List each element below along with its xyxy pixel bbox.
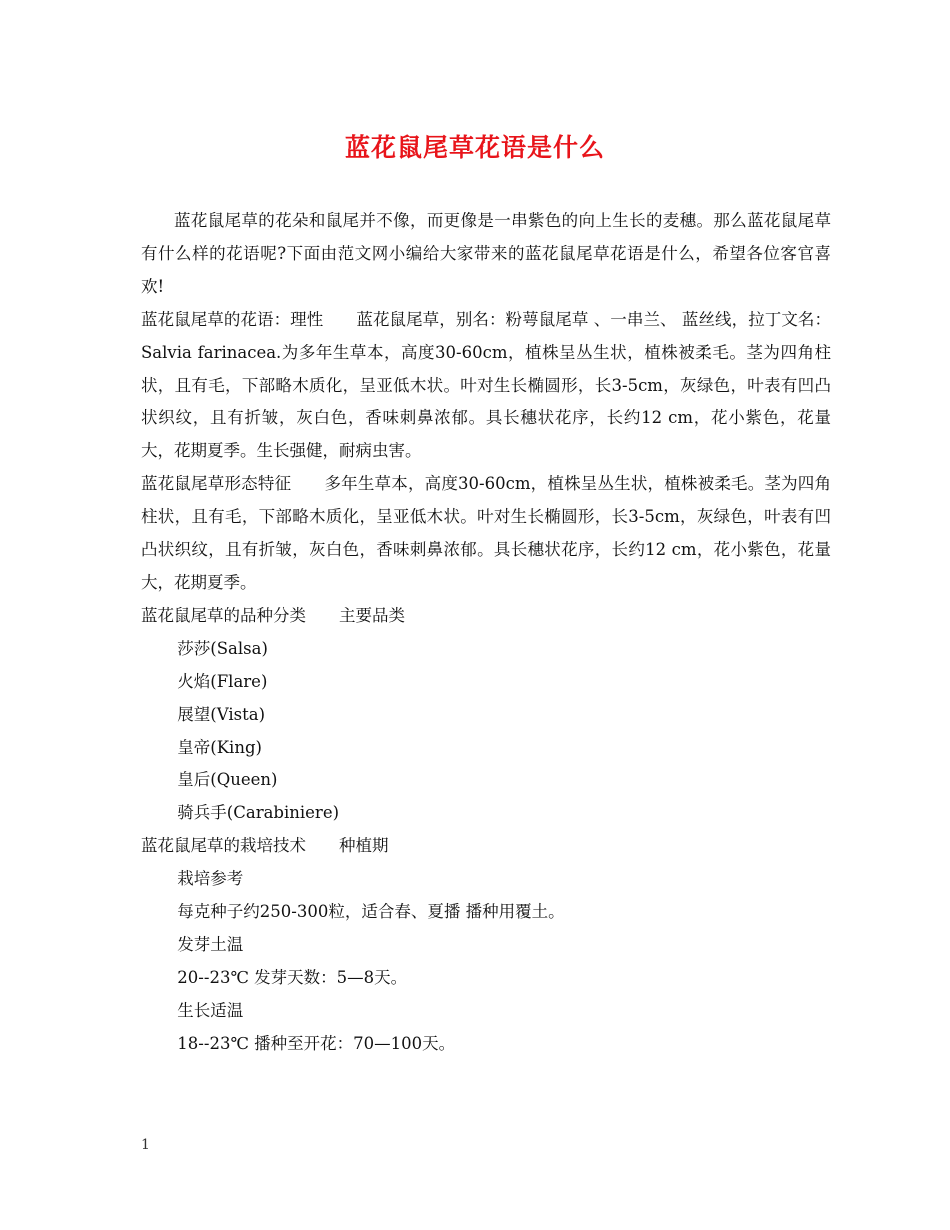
section-heading-cultivation: 蓝花鼠尾草的栽培技术 [141,836,306,856]
list-item: 莎莎(Salsa) [177,638,268,658]
section-body-flower-language: 蓝花鼠尾草，别名：粉萼鼠尾草 、一串兰、 蓝丝线，拉丁文名：Salvia farinacea.为多年生草本，高度30-60cm，植株呈丛生状，植株被柔毛。茎为四角柱状，且有毛，下部略木质化，呈亚低木状。叶对生长椭圆形，长3-5cm，灰绿色，叶表有凹凸状织纹，且有折皱，灰白色，香味刺鼻浓郁。具长穗状花序，长约12 cm，花小紫色，花量大，花期夏季。生长强健，耐病虫害。 [141,309,831,461]
intro-paragraph: 蓝花鼠尾草的花朵和鼠尾并不像，而更像是一串紫色的向上生长的麦穗。那么蓝花鼠尾草有什么样的花语呢?下面由范文网小编给大家带来的蓝花鼠尾草花语是什么，希望各位客官喜欢! [141,211,831,296]
section-subheading-varieties: 主要品类 [339,605,405,625]
list-item: 20--23℃ 发芽天数：5—8天。 [177,967,408,987]
section-body-morphology: 多年生草本，高度30-60cm，植株呈丛生状，植株被柔毛。茎为四角柱状，且有毛，下部略木质化，呈亚低木状。叶对生长椭圆形，长3-5cm，灰绿色，叶表有凹凸状织纹，且有折皱，灰白色，香味刺鼻浓郁。具长穗状花序，长约12 cm，花小紫色，花量大，花期夏季。 [141,474,831,592]
list-item: 展望(Vista) [177,704,266,724]
list-item: 皇帝(King) [177,737,262,757]
section-cultivation [141,830,831,863]
page-title: 蓝花鼠尾草花语是什么 [344,133,605,162]
section-subheading-cultivation: 种植期 [339,836,389,856]
list-item: 生长适温 [177,1000,244,1020]
list-item: 皇后(Queen) [177,770,278,790]
section-flower-language [141,304,831,469]
list-item: 发芽土温 [177,934,244,954]
list-item: 栽培参考 [177,869,244,889]
page-number: 1 [141,1137,150,1153]
section-heading-flower-language: 蓝花鼠尾草的花语：理性 [141,309,324,329]
list-item: 18--23℃ 播种至开花：70—100天。 [177,1033,456,1053]
document-body [141,205,831,1061]
list-item: 火焰(Flare) [177,671,268,691]
section-morphology [141,468,831,600]
section-varieties [141,600,831,633]
section-heading-varieties: 蓝花鼠尾草的品种分类 [141,605,306,625]
list-item: 骑兵手(Carabiniere) [177,803,340,823]
section-heading-morphology: 蓝花鼠尾草形态特征 [141,474,292,494]
list-item: 每克种子约250-300粒，适合春、夏播 播种用覆土。 [177,902,565,922]
